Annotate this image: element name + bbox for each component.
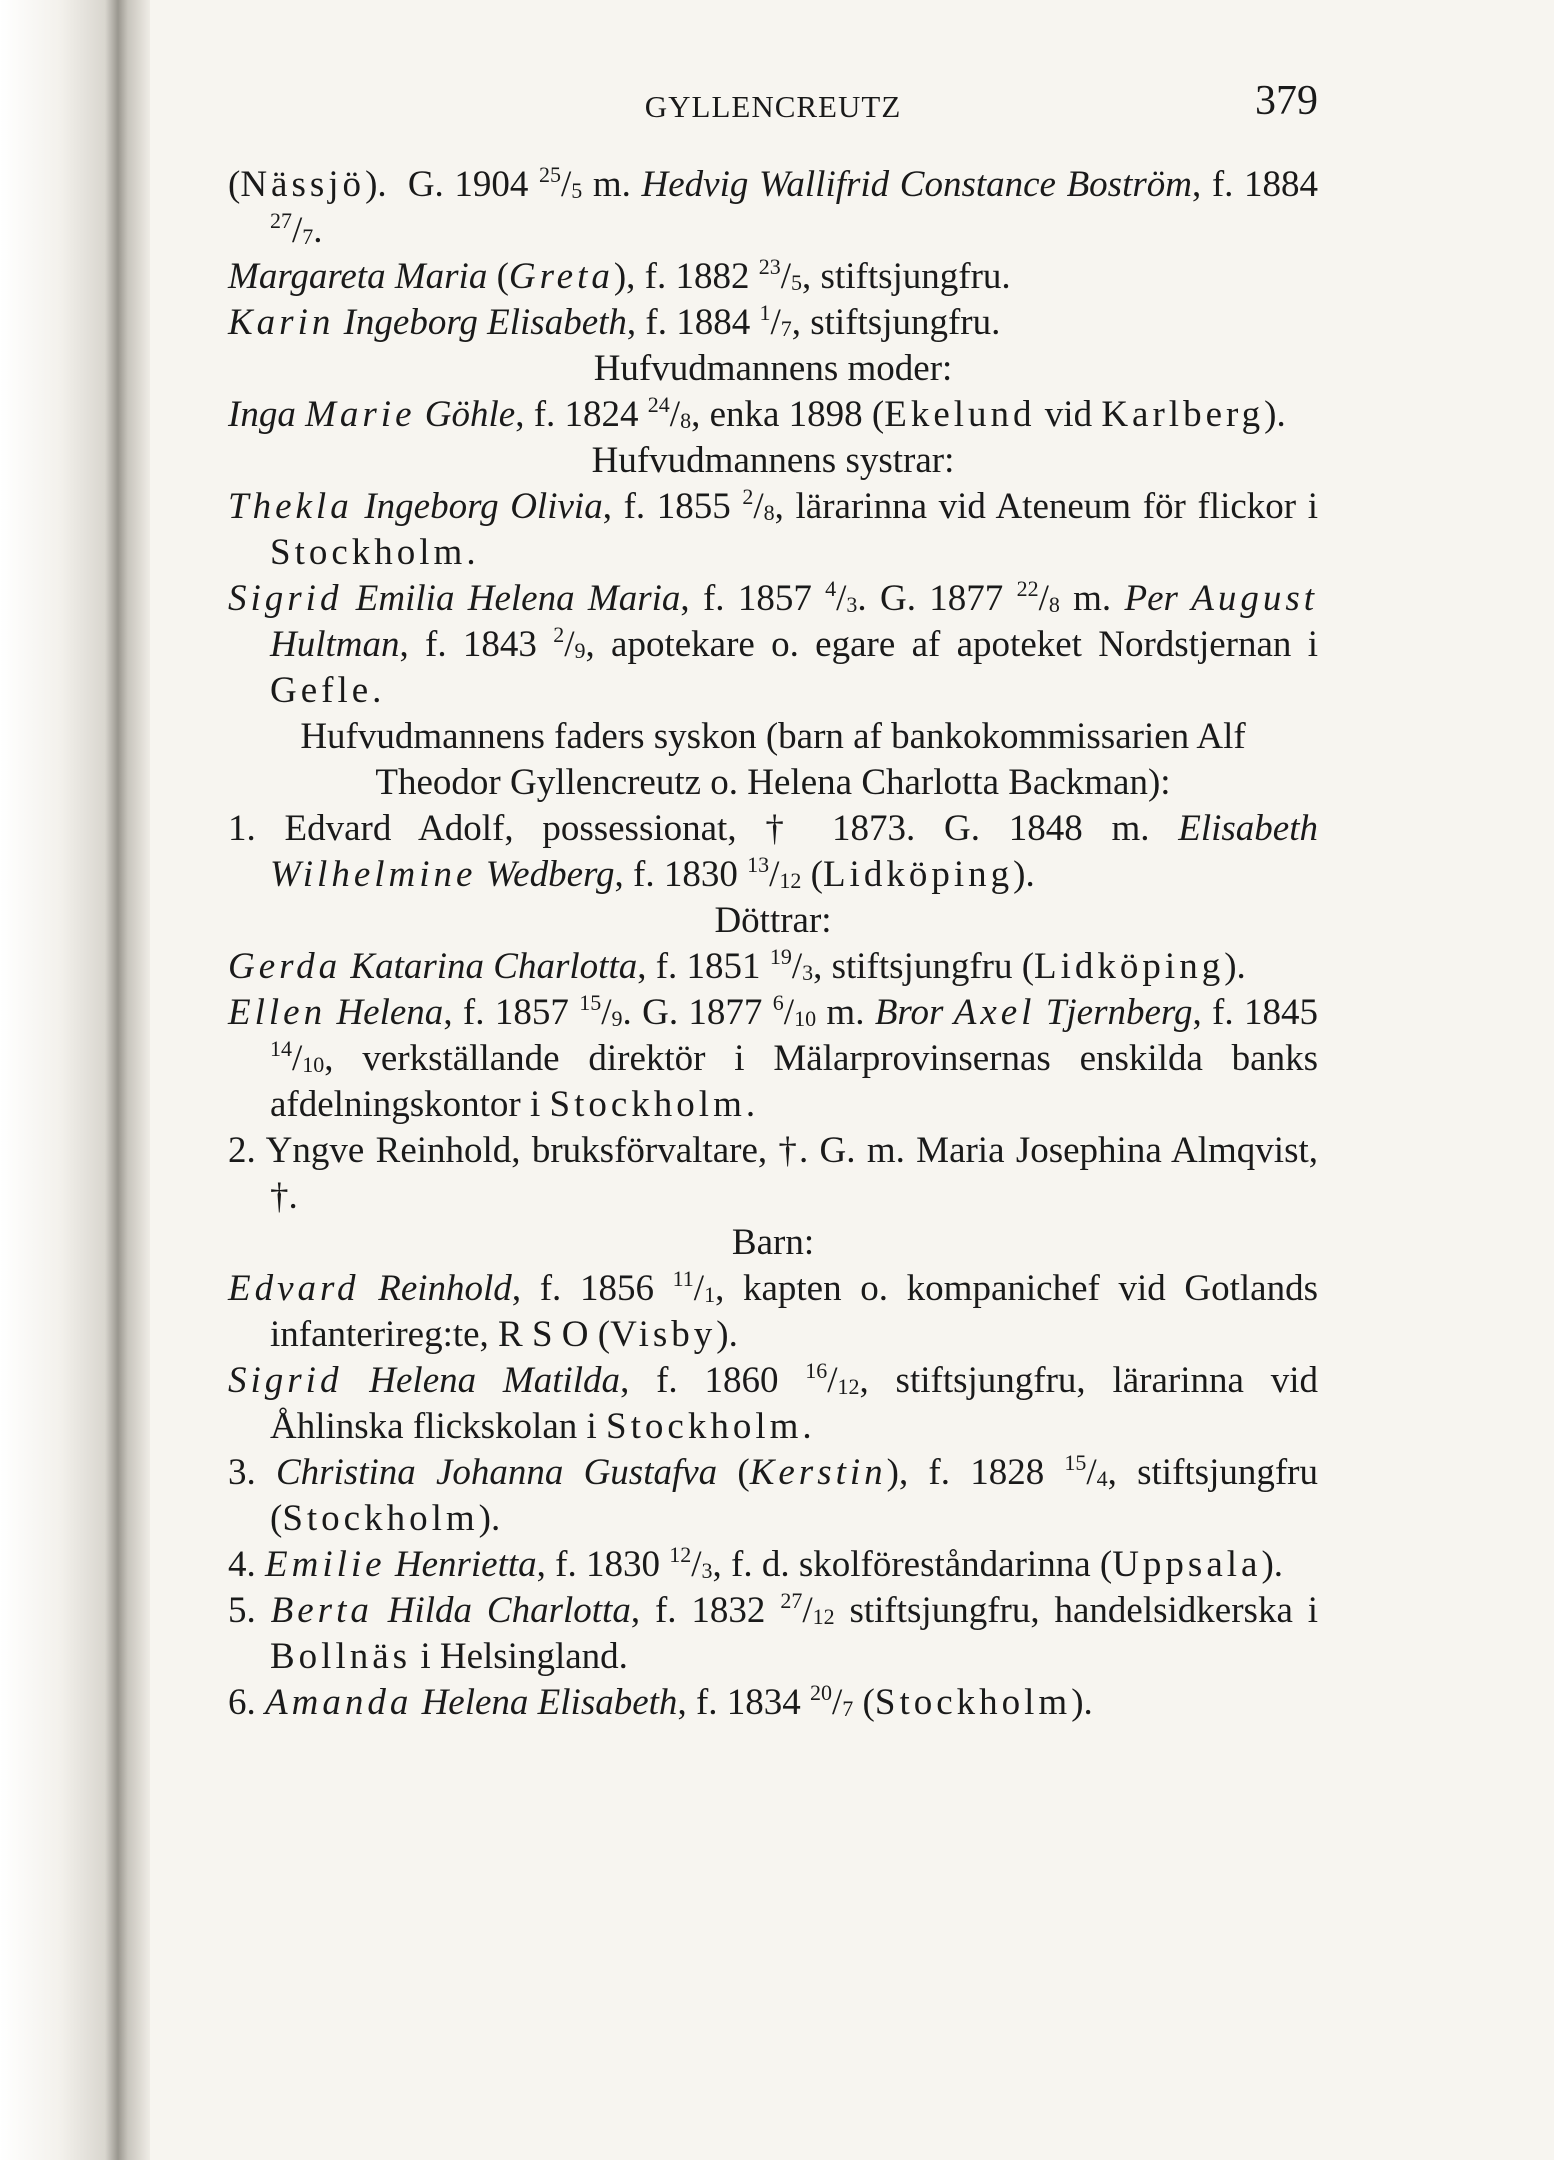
numbered-entry: 5. Berta Hilda Charlotta, f. 1832 $^{27}/_{12}$ stiftsjungfru, handelsidkerska i Bollnäs i Helsingland. [228, 1588, 1319, 1677]
numbered-entry: 3. Christina Johanna Gustafva (Kerstin), f. 1828 $^{15}/_4$, stiftsjungfru (Stockholm). [228, 1450, 1318, 1539]
entry-number: 1. [228, 808, 256, 849]
section-heading: Hufvudmannens systrar: [591, 440, 955, 481]
person-entry: Margareta Maria (Greta), f. 1882 $^{23}/_5$, stiftsjungfru. [228, 254, 1011, 297]
entry-number: 5. [228, 1590, 256, 1631]
section-heading: Barn: [731, 1222, 815, 1263]
person-entry: Gerda Katarina Charlotta, f. 1851 $^{19}/_3$, stiftsjungfru (Lidköping). [228, 944, 1246, 987]
genealogy-text [228, 162, 1318, 1726]
person-entry: Ellen Helena, f. 1857 $^{15}/_9$. G. 1877 $^6/_{10}$ m. Bror Axel Tjernberg, f. 1845 $^{14}/_{10}$, verkställande direktör i Mälarprovinsernas enskilda banks afdelningskontor i Stockholm. [228, 990, 1318, 1125]
person-entry: Edvard Reinhold, f. 1856 $^{11}/_1$, kapten o. kompanichef vid Gotlands infanterireg:te, R S O (Visby). [228, 1266, 1319, 1355]
numbered-entry: 2. Yngve Reinhold, bruksförvaltare, †. G. m. Maria Josephina Almqvist, †. [228, 1130, 1318, 1217]
person-entry: Karin Ingeborg Elisabeth, f. 1884 $^1/_7$, stiftsjungfru. [228, 300, 1001, 343]
book-page [228, 78, 1318, 1726]
person-entry: (Nässjö). G. 1904 $^{25}/_5$ m. Hedvig Wallifrid Constance Boström, f. 1884 $^{27}/_7$. [228, 162, 1319, 251]
section-heading: Döttrar: [714, 900, 832, 941]
numbered-entry: 4. Emilie Henrietta, f. 1830 $^{12}/_3$, f. d. skolföreståndarinna (Uppsala). [228, 1542, 1284, 1585]
entry-number: 6. [228, 1682, 256, 1723]
person-entry: Sigrid Helena Matilda, f. 1860 $^{16}/_{12}$, stiftsjungfru, lärarinna vid Åhlinska flickskolan i Stockholm. [228, 1358, 1318, 1447]
entry-number: 4. [228, 1544, 256, 1585]
entry-number: 3. [228, 1452, 256, 1493]
person-entry: Thekla Ingeborg Olivia, f. 1855 $^2/_8$, lärarinna vid Ateneum för flickor i Stockholm. [228, 484, 1318, 573]
numbered-entry: 6. Amanda Helena Elisabeth, f. 1834 $^{20}/_7$ (Stockholm). [228, 1680, 1093, 1723]
section-heading: Hufvudmannens faders syskon (barn af bankokommissarien Alf Theodor Gyllencreutz o. Helena Charlotta Backman): [300, 716, 1246, 803]
book-binding-shadow [0, 0, 150, 2160]
running-head [228, 78, 1318, 140]
page-number: 379 [1255, 78, 1318, 124]
section-heading: Hufvudmannens moder: [593, 348, 953, 389]
numbered-entry: 1. Edvard Adolf, possessionat, † 1873. G. 1848 m. Elisabeth Wilhelmine Wedberg, f. 1830 $^{13}/_{12}$ (Lidköping). [228, 808, 1318, 895]
person-entry: Inga Marie Göhle, f. 1824 $^{24}/_8$, enka 1898 (Ekelund vid Karlberg). [228, 392, 1286, 435]
entry-number: 2. [228, 1130, 256, 1171]
person-entry: Sigrid Emilia Helena Maria, f. 1857 $^4/_3$. G. 1877 $^{22}/_8$ m. Per August Hultman, f. 1843 $^2/_9$, apotekare o. egare af apoteket Nordstjernan i Gefle. [228, 576, 1319, 711]
running-title: GYLLENCREUTZ [644, 89, 902, 124]
